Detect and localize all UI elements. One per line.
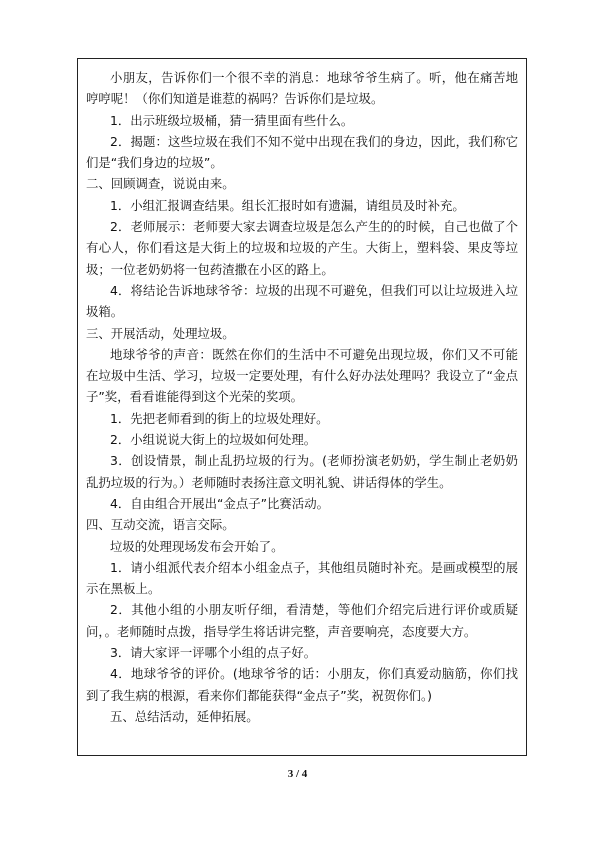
section-heading-4: 四、互动交流，语言交际。 <box>86 517 235 533</box>
paragraph-step: 1．小组汇报调查结果。组长汇报时如有遗漏，请组员及时补充。 <box>110 197 465 213</box>
section-heading-2: 二、回顾调查，说说由来。 <box>86 176 235 192</box>
paragraph-narration: 垃圾的处理现场发布会开始了。 <box>110 538 284 554</box>
paragraph-narration: 地球爷爷的声音：既然在你们的生活中不可避免出现垃圾，你们又不可能在垃圾中生活、学习，垃圾一定要处理，有什么好办法处理吗？我设立了“金点子”奖，看看谁能得到这个光荣的奖项。 <box>86 346 518 405</box>
paragraph-intro: 小朋友，告诉你们一个很不幸的消息：地球爷爷生病了。听，他在痛苦地哼哼呢！（你们知道是谁惹的祸吗？告诉你们是垃圾。 <box>86 70 518 107</box>
paragraph-step: 2．小组说说大街上的垃圾如何处理。 <box>110 432 317 448</box>
paragraph-step: 3．请大家评一评哪个小组的点子好。 <box>110 645 317 661</box>
page-number: 3 / 4 <box>287 768 308 780</box>
lesson-plan-table-cell <box>77 58 527 756</box>
paragraph-step: 3．创设情景，制止乱扔垃圾的行为。(老师扮演老奶奶，学生制止老奶奶乱扔垃圾的行为。）老师随时表扬注意文明礼貌、讲话得体的学生。 <box>86 453 518 490</box>
lesson-plan-content <box>86 67 518 727</box>
paragraph-step: 1．先把老师看到的街上的垃圾处理好。 <box>110 410 329 426</box>
section-heading-3: 三、开展活动，处理垃圾。 <box>86 325 235 341</box>
paragraph-step: 4．自由组合开展出“金点子”比赛活动。 <box>110 495 329 511</box>
paragraph-step: 2．老师展示：老师要大家去调查垃圾是怎么产生的的时候，自己也做了个有心人，你们看这是大街上的垃圾和垃圾的产生。大街上，塑料袋、果皮等垃圾；一位老奶奶将一包药渣撒在小区的路上。 <box>86 219 518 277</box>
paragraph-step: 2．揭题：这些垃圾在我们不知不觉中出现在我们的身边，因此，我们称它们是“我们身边的垃圾”。 <box>86 133 518 171</box>
section-heading-5: 五、总结活动，延伸拓展。 <box>110 708 259 724</box>
paragraph-step: 2．其他小组的小朋友听仔细，看清楚，等他们介绍完后进行评价或质疑问，。老师随时点拨，指导学生将话讲完整，声音要响亮，态度要大方。 <box>86 602 518 639</box>
paragraph-step: 4．将结论告诉地球爷爷：垃圾的出现不可避免，但我们可以让垃圾进入垃圾箱。 <box>86 282 518 320</box>
paragraph-step: 1．请小组派代表介绍本小组金点子，其他组员随时补充。是画或模型的展示在黑板上。 <box>86 559 518 597</box>
paragraph-step: 4．地球爷爷的评价。(地球爷爷的话：小朋友，你们真爱动脑筋，你们找到了我生病的根源，看来你们都能获得“金点子”奖，祝贺你们。) <box>86 666 518 703</box>
paragraph-step: 1．出示班级垃圾桶，猜一猜里面有些什么。 <box>110 112 354 128</box>
